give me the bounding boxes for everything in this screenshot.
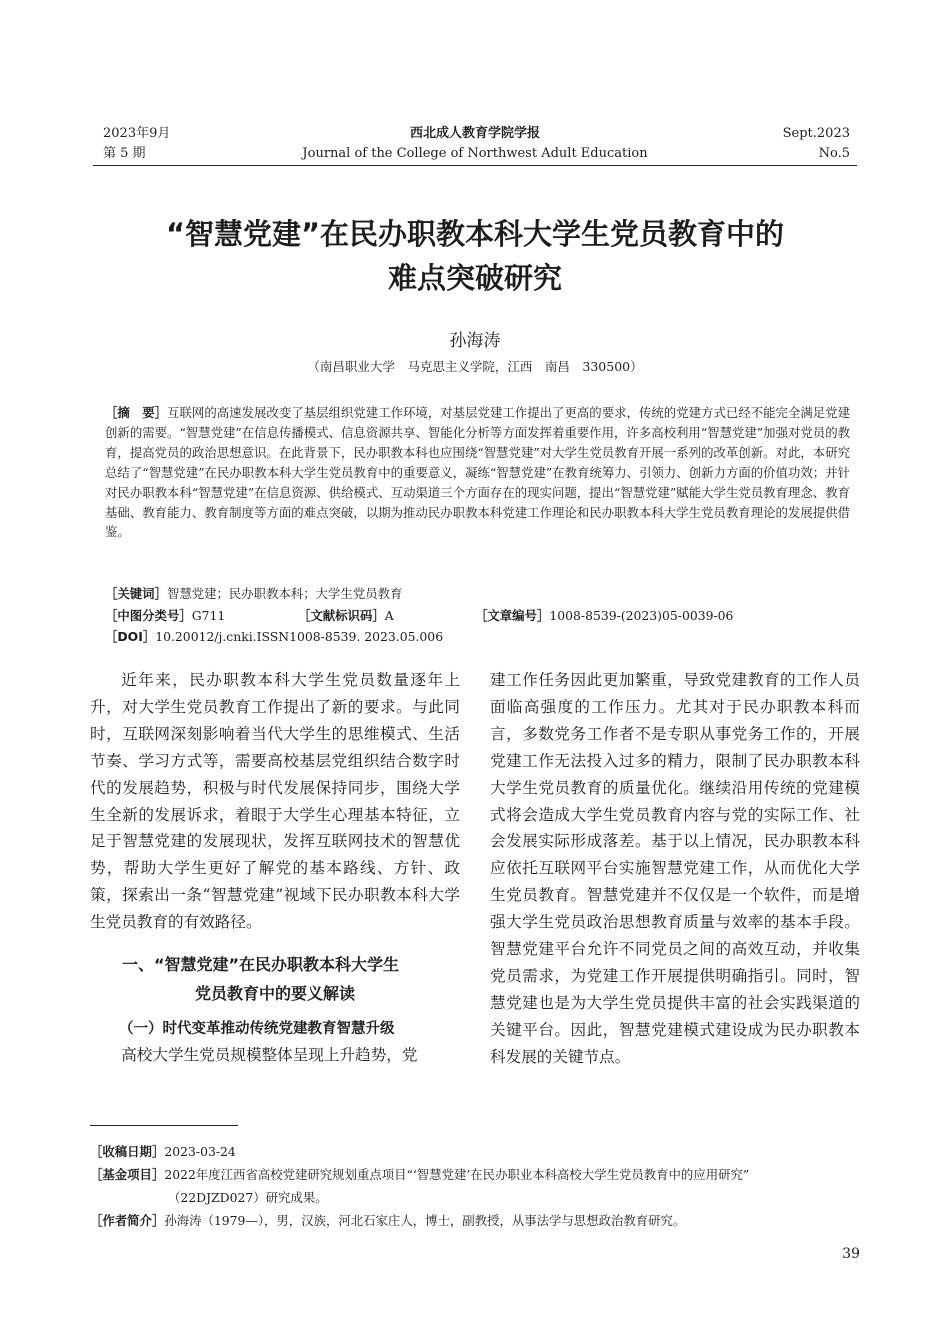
left-column	[90, 667, 460, 1069]
document-code	[298, 606, 394, 626]
abstract-label: ［摘 要］	[105, 405, 168, 420]
fund-project	[90, 1163, 860, 1186]
abstract	[105, 403, 850, 542]
header-number-en: No.5	[818, 146, 850, 161]
article-number	[475, 606, 733, 626]
doi-value: 10.20012/j.cnki.ISSN1008-8539. 2023.05.006	[155, 629, 444, 644]
intro-paragraph: 近年来，民办职教本科大学生党员数量逐年上升，对大学生党员教育工作提出了新的要求。与此同时，互联网深刻影响着当代大学生的思维模式、生活节奏、学习方式等，需要高校基层党组织结合数字时代的发展趋势，积极与时代发展保持同步，围绕大学生全新的发展诉求，着眼于大学生心理基本特征，立足于智慧党建的发展现状，发挥互联网技术的智慧优势，帮助大学生更好了解党的基本路线、方针、政策，探索出一条“智慧党建”视域下民办职教本科大学生党员教育的有效路径。	[90, 671, 460, 932]
clc-value: G711	[191, 608, 226, 623]
header-month-en: Sept.2023	[782, 126, 850, 141]
keywords-label: ［关键词］	[105, 586, 167, 601]
article-title-line1: “智慧党建”在民办职教本科大学生党员教育中的	[165, 217, 785, 251]
footnotes	[90, 1140, 860, 1232]
document-code-label: ［文献标识码］	[298, 608, 385, 623]
received-date-value: 2023-03-24	[164, 1144, 236, 1159]
keywords-text: 智慧党建；民办职教本科；大学生党员教育	[166, 586, 403, 601]
doi-label: ［DOI］	[105, 629, 156, 644]
journal-title-cn: 西北成人教育学院学报	[409, 126, 540, 141]
right-column	[490, 667, 860, 1071]
article-number-value: 1008-8539-(2023)05-0039-06	[549, 608, 734, 623]
header-issue: 第 5 期	[103, 146, 146, 161]
footnote-rule	[90, 1125, 238, 1126]
clc-number	[105, 606, 225, 626]
received-date-label: ［收稿日期］	[90, 1144, 165, 1159]
section-1-heading-line1: 一、“智慧党建”在民办职教本科大学生	[122, 955, 400, 975]
author-affiliation: （南昌职业大学 马克思主义学院，江西 南昌 330500）	[307, 359, 643, 374]
author-name: 孙海涛	[449, 331, 501, 351]
paragraph-right: 建工作任务因此更加繁重，导致党建教育的工作人员面临高强度的工作压力。尤其对于民办职教本科而言，多数党务工作者不是专职从事党务工作的，开展党建工作无法投入过多的精力，限制了民办职教本科大学生党员教育的质量优化。继续沿用传统的党建模式将会造成大学生党员教育内容与党的实际工作、社会发展实际形成落差。基于以上情况，民办职教本科应依托互联网平台实施智慧党建工作，从而优化大学生党员教育。智慧党建并不仅仅是一个软件，而是增强大学生党员政治思想教育质量与效率的基本手段。智慧党建平台允许不同党员之间的高效互动，并收集党员需求，为党建工作开展提供明确指引。同时，智慧党建也是为大学生党员提供丰富的社会实践渠道的关键平台。因此，智慧党建模式建设成为民办职教本科发展的关键节点。	[490, 671, 860, 1066]
header-date: 2023年9月	[103, 126, 171, 141]
header-rule	[93, 165, 857, 166]
document-code-value: A	[384, 608, 394, 623]
received-date	[90, 1140, 860, 1163]
article-number-label: ［文章编号］	[475, 608, 550, 623]
doi	[105, 627, 443, 647]
page-number: 39	[842, 1246, 860, 1262]
abstract-text: 互联网的高速发展改变了基层组织党建工作环境，对基层党建工作提出了更高的要求，传统的党建方式已经不能完全满足党建创新的需要。“智慧党建”在信息传播模式、信息资源共享、智能化分析等方面发挥着重要作用，许多高校利用“智慧党建”加强对党员的教育，提高党员的政治思想意识。在此背景下，民办职教本科也应围绕“智慧党建”对大学生党员教育开展一系列的改革创新。对此，本研究总结了“智慧党建”在民办职教本科大学生党员教育中的重要意义，凝练“智慧党建”在教育统筹力、引领力、创新力方面的价值功效；并针对民办职教本科“智慧党建”在信息资源、供给模式、互动渠道三个方面存在的现实问题，提出“智慧党建”赋能大学生党员教育理念、教育基础、教育能力、教育制度等方面的难点突破，以期为推动民办职教本科党建工作理论和民办职教本科大学生党员教育理论的发展提供借鉴。	[105, 405, 851, 540]
clc-label: ［中图分类号］	[105, 608, 192, 623]
author-bio-label: ［作者简介］	[90, 1213, 165, 1228]
fund-project-cont: （22DJZD027）研究成果。	[168, 1190, 328, 1205]
journal-title-en: Journal of the College of Northwest Adult Education	[302, 146, 648, 161]
author-bio	[90, 1209, 860, 1232]
section-1-heading-line2: 党员教育中的要义解读	[194, 984, 355, 1004]
fund-project-value: 2022年度江西省高校党建研究规划重点项目“‘智慧党建’在民办职业本科高校大学生党员教育中的应用研究”	[164, 1167, 750, 1182]
author-bio-value: 孙海涛（1979—），男，汉族，河北石家庄人，博士，副教授，从事法学与思想政治教育研究。	[164, 1213, 686, 1228]
paragraph-left: 高校大学生党员规模整体呈现上升趋势，党	[121, 1046, 418, 1065]
article-title-line2: 难点突破研究	[387, 261, 562, 295]
subsection-1-heading: （一）时代变革推动传统党建教育智慧升级	[119, 1021, 395, 1038]
fund-project-label: ［基金项目］	[90, 1167, 165, 1182]
keywords	[105, 584, 402, 604]
